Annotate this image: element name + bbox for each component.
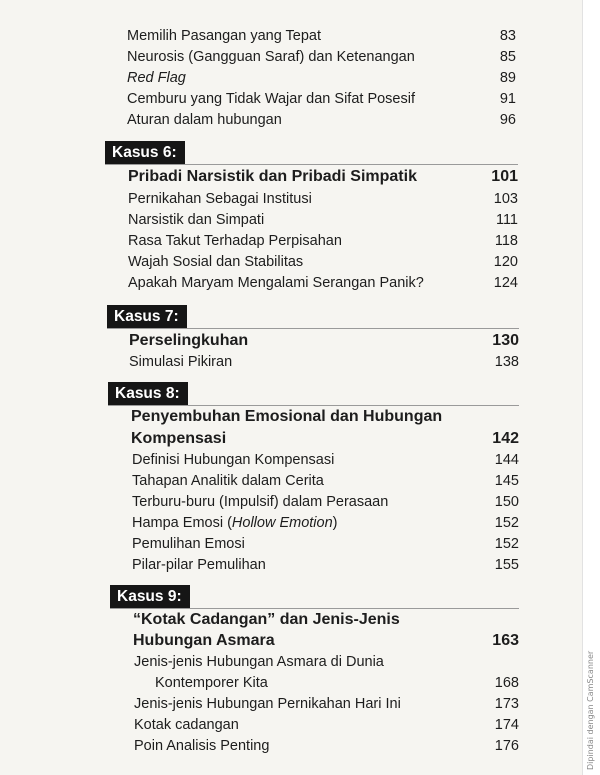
entry-page: 91 (499, 91, 516, 107)
entry-title: Neurosis (Gangguan Saraf) dan Ketenangan (127, 49, 415, 65)
entry-title-italic: Hollow Emotion (231, 515, 333, 531)
chapter-badge: Kasus 7: (107, 305, 187, 329)
chapter-page: 142 (492, 430, 519, 447)
chapter-title-line2: Kompensasi (131, 430, 227, 447)
entry-page: 103 (493, 191, 518, 207)
entry-page: 152 (494, 515, 519, 531)
chapter-title-line2: Hubungan Asmara (133, 632, 275, 649)
chapter-divider (108, 405, 519, 406)
entry-title: Definisi Hubungan Kompensasi (132, 452, 335, 468)
chapter-title: Penyembuhan Emosional dan Hubungan (131, 408, 443, 425)
entry-title-line2: Kontemporer Kita (155, 675, 268, 691)
scanner-watermark: Dipindai dengan CamScanner (586, 650, 595, 770)
entry-title: Wajah Sosial dan Stabilitas (128, 254, 304, 270)
entry-title: Red Flag (127, 70, 186, 86)
chapter-badge: Kasus 9: (110, 585, 190, 609)
chapter-divider (110, 608, 519, 609)
entry-title: Pernikahan Sebagai Institusi (128, 191, 312, 207)
entry-title: Memilih Pasangan yang Tepat (127, 28, 321, 44)
chapter-title: Pribadi Narsistik dan Pribadi Simpatik (128, 168, 417, 185)
chapter-page: 130 (492, 332, 519, 349)
entry-page: 176 (494, 738, 519, 754)
chapter-badge: Kasus 8: (108, 382, 188, 406)
entry-page: 111 (495, 212, 518, 228)
entry-title (132, 515, 338, 531)
entry-title: Kotak cadangan (134, 717, 239, 733)
entry-page: 152 (494, 536, 519, 552)
entry-page: 174 (494, 717, 519, 733)
entry-page: 144 (494, 452, 519, 468)
entry-title-suffix: ) (332, 515, 338, 531)
chapter-badge: Kasus 6: (105, 141, 185, 165)
entry-title: Pemulihan Emosi (132, 536, 245, 552)
chapter-page: 163 (492, 632, 519, 649)
entry-title: Narsistik dan Simpati (128, 212, 265, 228)
entry-title: Poin Analisis Penting (134, 738, 270, 754)
entry-page: 155 (494, 557, 519, 573)
entry-page: 150 (494, 494, 519, 510)
entry-page: 145 (494, 473, 519, 489)
entry-title: Tahapan Analitik dalam Cerita (132, 473, 324, 489)
entry-page: 83 (499, 28, 516, 44)
chapter-title: “Kotak Cadangan” dan Jenis-Jenis (133, 611, 400, 628)
entry-title: Cemburu yang Tidak Wajar dan Sifat Posesif (127, 91, 415, 107)
entry-page: 96 (499, 112, 516, 128)
chapter-divider (105, 164, 518, 165)
chapter-divider (107, 328, 519, 329)
entry-title: Terburu-buru (Impulsif) dalam Perasaan (132, 494, 389, 510)
entry-title: Jenis-jenis Hubungan Asmara di Dunia (134, 654, 384, 670)
entry-page: 173 (494, 696, 519, 712)
entry-title: Apakah Maryam Mengalami Serangan Panik? (128, 275, 424, 291)
chapter-page: 101 (491, 168, 518, 185)
entry-title-prefix: Hampa Emosi ( (132, 515, 232, 531)
entry-title: Aturan dalam hubungan (127, 112, 282, 128)
entry-title: Simulasi Pikiran (129, 354, 233, 370)
entry-page: 118 (494, 233, 518, 249)
entry-page: 124 (493, 275, 518, 291)
entry-title: Jenis-jenis Hubungan Pernikahan Hari Ini (134, 696, 401, 712)
entry-title: Rasa Takut Terhadap Perpisahan (128, 233, 342, 249)
entry-page: 138 (494, 354, 519, 370)
entry-page: 120 (493, 254, 518, 270)
entry-page: 168 (494, 675, 519, 691)
chapter-title: Perselingkuhan (129, 332, 249, 349)
entry-page: 85 (499, 49, 516, 65)
entry-page: 89 (499, 70, 516, 86)
entry-title: Pilar-pilar Pemulihan (132, 557, 266, 573)
